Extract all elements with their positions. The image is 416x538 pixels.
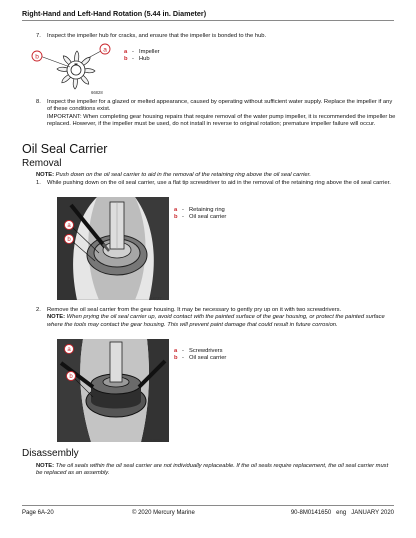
section-title: Oil Seal Carrier xyxy=(22,142,108,156)
note-label: NOTE: xyxy=(47,314,66,321)
page-footer xyxy=(22,505,394,519)
legend-letter: b xyxy=(174,214,178,221)
note-label: NOTE: xyxy=(36,172,55,178)
legend-text: Oil seal carrier xyxy=(189,214,227,221)
legend-item: a - Screwdrivers xyxy=(174,348,223,354)
legend-letter: a xyxy=(124,49,128,55)
legend-item: a - Impeller xyxy=(124,49,160,55)
important-notice: IMPORTANT: When completing gear housing repairs that require removal of the water pump impeller, it is recommended the impeller be replaced. However, if the impeller must be used, do not install in reverse to original rotation; premature impeller failure will occur. xyxy=(47,113,396,127)
disassembly-heading: Disassembly xyxy=(22,448,79,459)
document-id: 90-8M0141650 eng JANUARY 2020 xyxy=(290,510,394,516)
step-text: Inspect the impeller for a glazed or melted appearance, caused by operating without sufficient water supply. Replace the impeller if any of these conditions exist. xyxy=(47,99,393,113)
step-number: 8. xyxy=(36,99,41,105)
callout-b-label: b xyxy=(35,53,39,61)
legend-letter: b xyxy=(174,355,178,362)
legend-item: b - Oil seal carrier xyxy=(174,214,227,221)
callout-a-label: a xyxy=(67,347,71,354)
figure-3-legend xyxy=(174,348,226,363)
note-label: NOTE: xyxy=(36,463,55,469)
legend-letter: a xyxy=(174,207,178,213)
callout-a-label: a xyxy=(67,223,71,230)
step-number: 1. xyxy=(36,180,41,186)
note-text: The oil seals within the oil seal carrier are not individually replaceable. If the oil seals require replacement, the oil seal carrier must be replaced as an assembly. xyxy=(36,463,389,477)
legend-text: Screwdrivers xyxy=(189,348,223,354)
running-header: Right-Hand and Left-Hand Rotation (5.44 in. Diameter) xyxy=(22,9,394,21)
legend-item: b - Hub xyxy=(124,56,150,63)
legend-letter: b xyxy=(124,56,128,63)
legend-item: a - Retaining ring xyxy=(174,207,225,213)
step-text: While pushing down on the oil seal carrier, use a flat tip screwdriver to aid in the removal of the retaining ring above the oil seal carrier. xyxy=(47,180,391,186)
callout-b-label: b xyxy=(69,374,73,381)
figure-code: 64728 xyxy=(150,438,162,443)
copyright: © 2020 Mercury Marine xyxy=(132,510,195,516)
page-number: Page 6A-20 xyxy=(22,510,54,516)
note-text: When prying the oil seal carrier up, avoid contact with the painted surface of the gear housing, or protect the painted surface where the tools may contact the gear housing. This will prevent paint damage that could result in future corrosion. xyxy=(47,314,385,328)
step-number: 7. xyxy=(36,33,41,39)
step-text: Remove the oil seal carrier from the gear housing. It may be necessary to gently pry up on it with two screwdrivers. xyxy=(47,307,342,313)
legend-text: Oil seal carrier xyxy=(189,355,227,362)
figure-1-legend xyxy=(124,49,160,64)
note-text: Push down on the oil seal carrier to aid in the removal of the retaining ring above the oil seal carrier. xyxy=(55,172,311,178)
legend-text: Impeller xyxy=(139,49,160,55)
figure-code: 64727 xyxy=(150,296,162,301)
callout-b-label: b xyxy=(67,237,71,244)
retaining-ring-photo xyxy=(57,197,169,300)
step-text: Inspect the impeller hub for cracks, and ensure that the impeller is bonded to the hub. xyxy=(47,33,267,39)
screwdrivers-photo xyxy=(57,339,169,442)
callout-a-label: a xyxy=(103,46,107,54)
disassembly-note xyxy=(36,463,396,478)
removal-note xyxy=(36,172,396,179)
impeller-figure xyxy=(30,42,120,94)
legend-text: Hub xyxy=(139,56,150,63)
legend-text: Retaining ring xyxy=(189,207,225,213)
removal-heading: Removal xyxy=(22,158,62,169)
step-number: 2. xyxy=(36,307,41,313)
figure-code: 66828 xyxy=(91,90,103,95)
impeller-illustration xyxy=(57,51,95,89)
step-note xyxy=(47,314,396,329)
legend-letter: a xyxy=(174,348,178,354)
legend-item: b - Oil seal carrier xyxy=(174,355,227,362)
figure-2-legend xyxy=(174,207,226,222)
